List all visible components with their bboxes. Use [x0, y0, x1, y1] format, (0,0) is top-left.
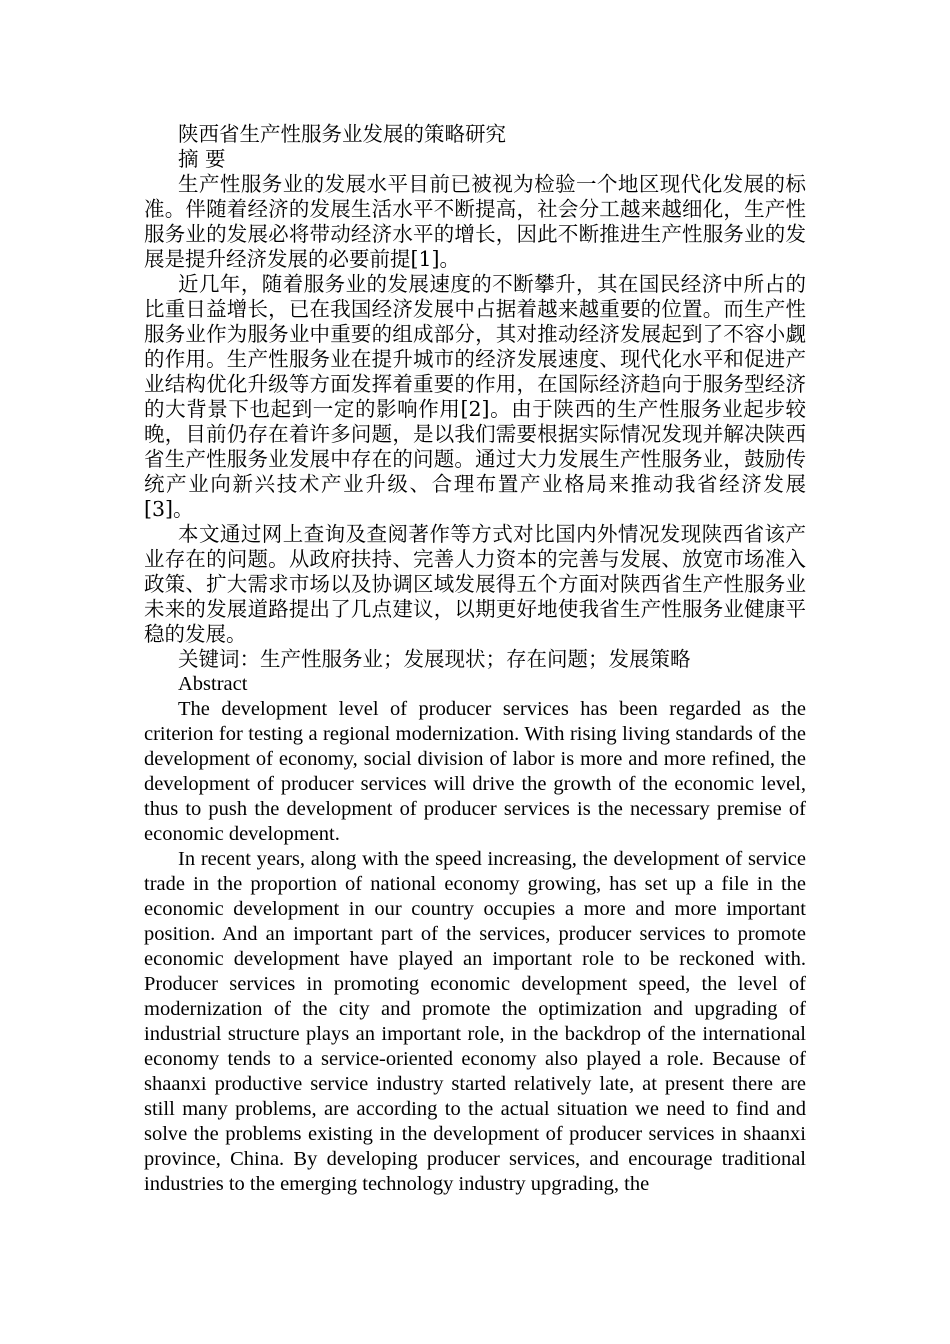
- paragraph-zh-1: 生产性服务业的发展水平目前已被视为检验一个地区现代化发展的标准。伴随着经济的发展生活水平不断提高，社会分工越来越细化，生产性服务业的发展必将带动经济水平的增长，因此不断推进生产性服务业的发展是提升经济发展的必要前提[1]。: [144, 172, 806, 271]
- paragraph-en-1: The development level of producer services has been regarded as the criterion for testing a regional modernization. With rising living standards of the development of economy, social division of labor is more and more refined, the development of producer services will drive the growth of the economic level, thus to push the development of producer services is the necessary premise of economic development.: [144, 698, 806, 845]
- abstract-heading-en: Abstract: [178, 673, 248, 695]
- paragraph-zh-3: 本文通过网上查询及查阅著作等方式对比国内外情况发现陕西省该产业存在的问题。从政府扶持、完善人力资本的完善与发展、放宽市场准入政策、扩大需求市场以及协调区域发展得五个方面对陕西省生产性服务业未来的发展道路提出了几点建议，以期更好地使我省生产性服务业健康平稳的发展。: [144, 522, 806, 646]
- paragraph-zh-2: 近几年，随着服务业的发展速度的不断攀升，其在国民经济中所占的比重日益增长，已在我国经济发展中占据着越来越重要的位置。而生产性服务业作为服务业中重要的组成部分，其对推动经济发展起到了不容小觑的作用。生产性服务业在提升城市的经济发展速度、现代化水平和促进产业结构优化升级等方面发挥着重要的作用，在国际经济趋向于服务型经济的大背景下也起到一定的影响作用[2]。由于陕西的生产性服务业起步较晚，目前仍存在着许多问题，是以我们需要根据实际情况发现并解决陕西省生产性服务业发展中存在的问题。通过大力发展生产性服务业，鼓励传统产业向新兴技术产业升级、合理布置产业格局来推动我省经济发展[3]。: [144, 272, 806, 521]
- keywords-line: 关键词：生产性服务业；发展现状；存在问题；发展策略: [178, 647, 691, 671]
- document-title: 陕西省生产性服务业发展的策略研究: [178, 122, 506, 146]
- paragraph-en-2: In recent years, along with the speed increasing, the development of service trade in the proportion of national economy growing, has set up a file in the economic development in our country occupies a more and more important position. And an important part of the services, producer services to promote economic development have played an important role to be reckoned with. Producer services in promoting economic development speed, the level of modernization of the city and promote the optimization and upgrading of industrial structure plays an important role, in the backdrop of the international economy tends to a service-oriented economy also played a role. Because of shaanxi productive service industry started relatively late, at present there are still many problems, are according to the actual situation we need to find and solve the problems existing in the development of producer services in shaanxi province, China. By developing producer services, and encourage traditional industries to the emerging technology industry upgrading, the: [144, 848, 806, 1195]
- document-page: [144, 122, 806, 1197]
- abstract-heading-zh: 摘 要: [178, 147, 226, 171]
